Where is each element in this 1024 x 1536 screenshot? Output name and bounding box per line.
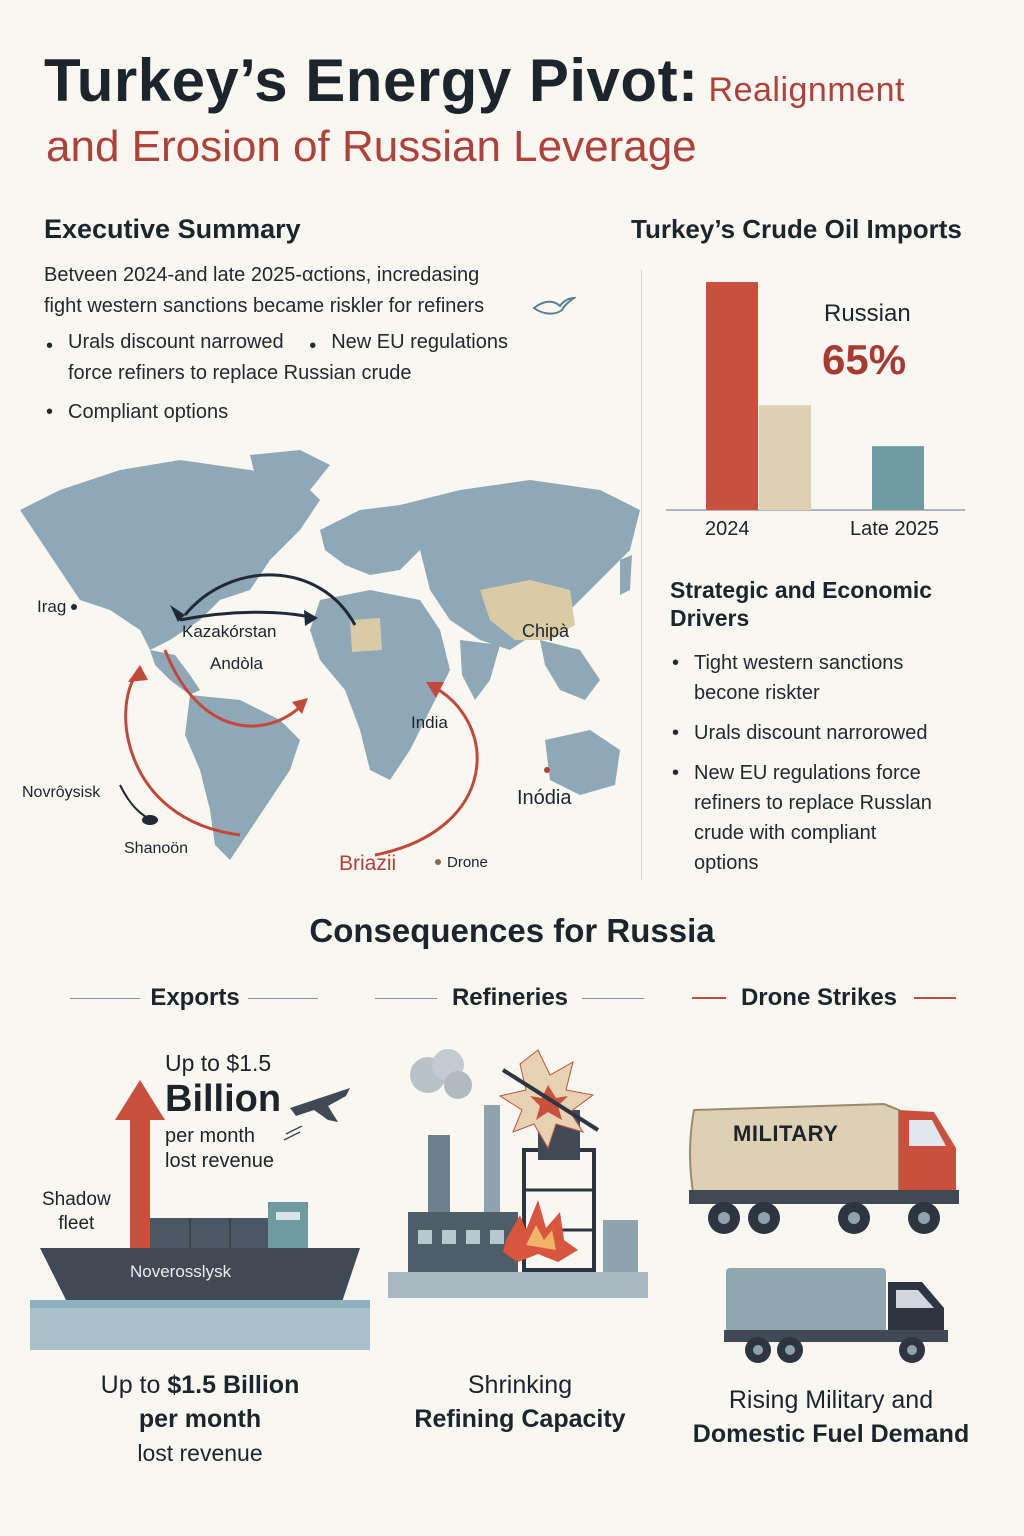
consequences-heading: Consequences for Russia [309, 912, 715, 949]
page-title [44, 46, 905, 115]
refineries-rule-left [375, 998, 437, 999]
driver-1 [670, 648, 1000, 708]
shadow-fleet-1: Shadow [42, 1189, 111, 1210]
summary-bullet-2-cont: force refiners to replace Russian crude [68, 362, 412, 384]
chimney-2 [484, 1105, 500, 1215]
exports-fig-per: per month [165, 1125, 256, 1147]
driver-3-line-3: crude with compliant [694, 822, 877, 844]
exports-cap-3: lost revenue [137, 1440, 263, 1466]
indonesia-dot [544, 767, 550, 773]
summary-bullets [44, 327, 604, 428]
imports-chart [660, 270, 980, 550]
map-label-kazakhstan: Kazakórstan [182, 622, 277, 641]
waterline [30, 1300, 370, 1308]
drones-heading: Drone Strikes [740, 984, 898, 1011]
drones-rule-right [914, 997, 956, 999]
irag-dot [71, 604, 77, 610]
chart-bar-s1-c1 [706, 282, 758, 510]
driver-3-line-1: • New EU regulations force [694, 762, 921, 784]
drones-rule-left [692, 997, 726, 999]
ship-bridge [268, 1202, 308, 1248]
exports-rule-right [248, 998, 318, 999]
chart-xlabel-1: 2024 [705, 518, 750, 540]
fuel-truck-illustration [722, 1262, 952, 1367]
exports-cap-1b: $1.5 Billion [167, 1371, 300, 1399]
driver-3-line-2: refiners to replace Russlan [694, 792, 932, 814]
refineries-rule-right [582, 998, 644, 999]
refineries-caption [395, 1368, 645, 1436]
bird-icon [530, 290, 576, 320]
shadow-fleet-2: fleet [58, 1213, 95, 1234]
exports-heading: Exports [150, 984, 240, 1011]
cargo-box [726, 1268, 886, 1334]
world-map [0, 450, 640, 890]
route-arrowhead-red-1 [128, 665, 148, 682]
drone-dot [435, 859, 441, 865]
drones-caption [676, 1383, 986, 1451]
refineries-cap-1: Shrinking [467, 1371, 573, 1399]
exports-fig-billion: Billion [165, 1078, 282, 1120]
military-truck-illustration [684, 1090, 964, 1240]
map-label-india: India [411, 713, 448, 732]
tanker-icon [142, 815, 158, 825]
map-label-irag: Irag [37, 597, 67, 616]
summary-bullet-2: • New EU regulations [307, 331, 508, 353]
summary-bullet-1: • Urals discount narrowed [44, 331, 284, 353]
summary-heading: Executive Summary [44, 214, 301, 244]
drivers-list [670, 648, 1000, 878]
chimney-1 [428, 1135, 450, 1215]
chart-annotation-label: Russian [824, 300, 911, 327]
column-divider [641, 270, 642, 880]
chart-title: Turkey’s Crude Oil Imports [631, 214, 962, 244]
drones-cap-2: Domestic Fuel Demand [692, 1420, 970, 1448]
map-label-novrosysk: Novrôysisk [22, 784, 101, 801]
refineries-cap-2: Refining Capacity [414, 1405, 626, 1433]
driver-3-line-4: options [694, 852, 759, 874]
chart-annotation-value: 65% [822, 336, 907, 383]
map-label-brazil: Briazii [339, 852, 397, 875]
exports-fig-upto: Up to $1.5 [165, 1050, 272, 1076]
refinery-illustration [388, 1040, 648, 1300]
map-label-indonesia: Inódia [517, 787, 572, 809]
ground [388, 1272, 648, 1298]
drivers-heading-1: Strategic and Economic [670, 577, 933, 603]
driver-1-line-2: becone riskter [694, 682, 820, 704]
ship-name: Noverosslysk [130, 1262, 232, 1281]
driver-2: • Urals discount narrorowed [670, 718, 1000, 748]
exports-rule-left [70, 998, 140, 999]
driver-1-line-1: • Tight western sanctions [694, 652, 904, 674]
exports-cap-1: Up to [100, 1371, 161, 1399]
page-subtitle: and Erosion of Russian Leverage [46, 122, 697, 171]
summary-line-2: fight western sanctions became riskler for refiners [44, 295, 485, 317]
truck-chassis [689, 1190, 959, 1204]
drivers-heading-2: Drivers [670, 605, 750, 631]
exports-cap-2: per month [138, 1405, 262, 1433]
chart-xlabel-2: Late 2025 [850, 518, 939, 540]
chart-bar-s2-c2 [872, 446, 924, 510]
tanker-body [690, 1104, 899, 1198]
title-main: Turkey’s Energy Pivot: [44, 47, 699, 114]
drones-cap-1: Rising Military and [728, 1386, 934, 1414]
map-label-shanoon: Shanoön [124, 840, 189, 857]
ship-containers [150, 1218, 268, 1248]
drivers-heading [670, 576, 932, 632]
shadow-fleet-label [42, 1188, 111, 1236]
driver-3 [670, 758, 1000, 878]
summary-line-1: Betveen 2024-and late 2025-αctions, incredasing [44, 264, 480, 286]
exports-caption [60, 1368, 340, 1470]
map-label-andola: Andòla [210, 654, 263, 673]
summary-bullet-3: • Compliant options [44, 397, 604, 428]
map-label-china: Chipà [522, 621, 570, 641]
plane-icon [290, 1088, 350, 1122]
chart-bar-s1-c2 [759, 405, 811, 510]
refineries-heading: Refineries [451, 984, 569, 1011]
title-accent: Realignment [708, 71, 905, 109]
exports-fig-lost: lost revenue [165, 1150, 274, 1172]
truck-label: MILITARY [733, 1121, 839, 1146]
map-label-drone: Drone [447, 854, 488, 871]
storage-tanks [603, 1220, 638, 1275]
